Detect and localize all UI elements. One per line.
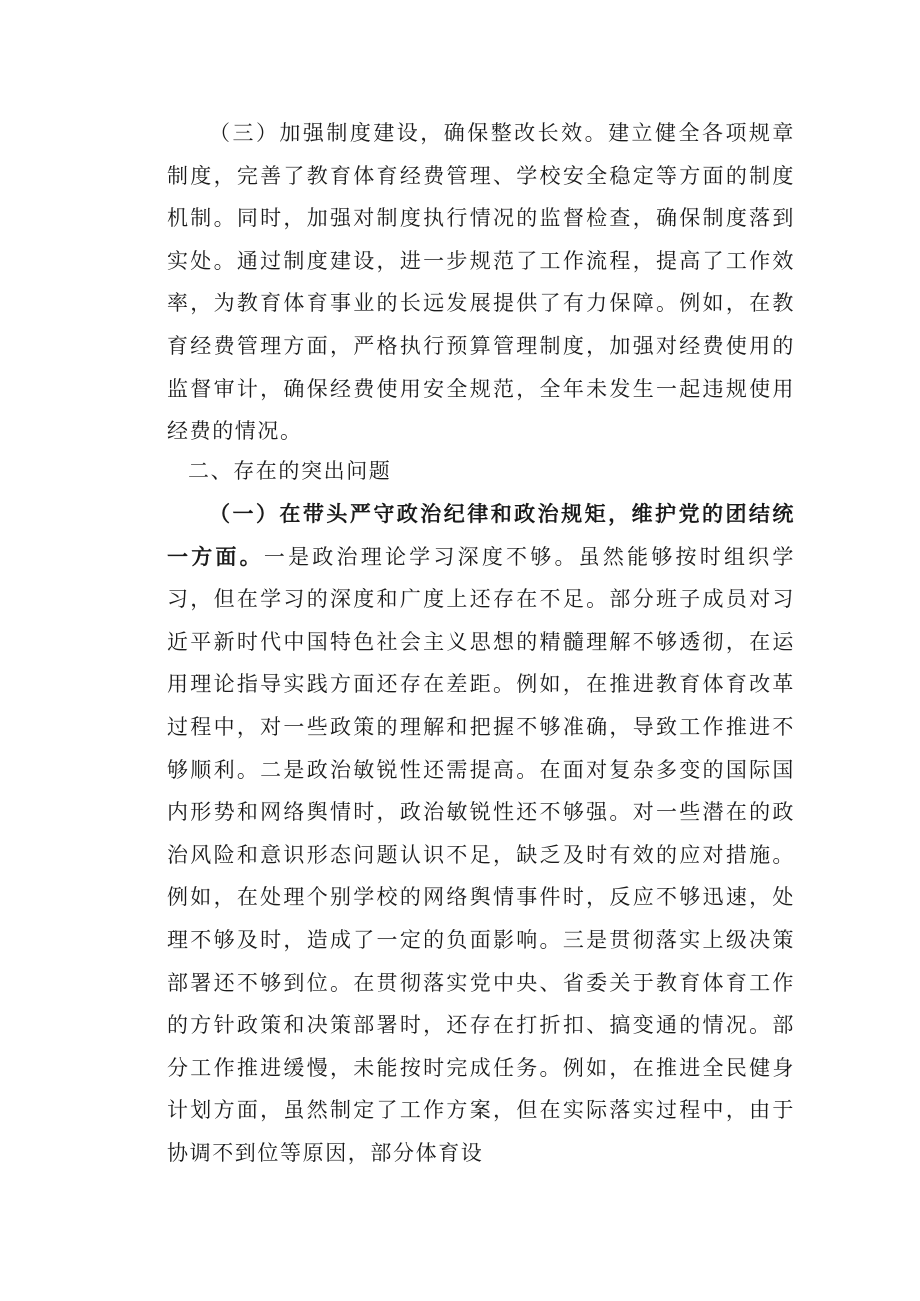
section-heading-problems (167, 450, 795, 493)
paragraph-body: 一是政治理论学习深度不够。虽然能够按时组织学习，但在学习的深度和广度上还存在不足。部分班子成员对习近平新时代中国特色社会主义思想的精髓理解不够透彻，在运用理论指导实践方面还存在差距。例如，在推进教育体育改革过程中，对一些政策的理解和把握不够准确，导致工作推进不够顺利。二是政治敏锐性还需提高。在面对复杂多变的国际国内形势和网络舆情时，政治敏锐性还不够强。对一些潜在的政治风险和意识形态问题认识不足，缺乏及时有效的应对措施。例如，在处理个别学校的网络舆情事件时，反应不够迅速，处理不够及时，造成了一定的负面影响。三是贯彻落实上级决策部署还不够到位。在贯彻落实党中央、省委关于教育体育工作的方针政策和决策部署时，还存在打折扣、搞变通的情况。部分工作推进缓慢，未能按时完成任务。例如，在推进全民健身计划方面，虽然制定了工作方案，但在实际落实过程中，由于协调不到位等原因，部分体育设 (167, 544, 796, 1165)
paragraph-text (167, 493, 795, 1175)
paragraph-political-discipline (167, 493, 795, 1175)
section-heading-text: 二、存在的突出问题 (188, 459, 392, 483)
paragraph-lead-bold: （一）在带头严守政治纪律和政治规矩，维护党的团结统一方面。 (167, 501, 795, 569)
paragraph-text: （三）加强制度建设，确保整改长效。建立健全各项规章制度，完善了教育体育经费管理、学校安全稳定等方面的制度机制。同时，加强对制度执行情况的监督检查，确保制度落到实处。通过制度建设，进一步规范了工作流程，提高了工作效率，为教育体育事业的长远发展提供了有力保障。例如，在教育经费管理方面，严格执行预算管理制度，加强对经费使用的监督审计，确保经费使用安全规范，全年未发生一起违规使用经费的情况。 (167, 121, 795, 444)
paragraph-system-building (167, 112, 795, 453)
